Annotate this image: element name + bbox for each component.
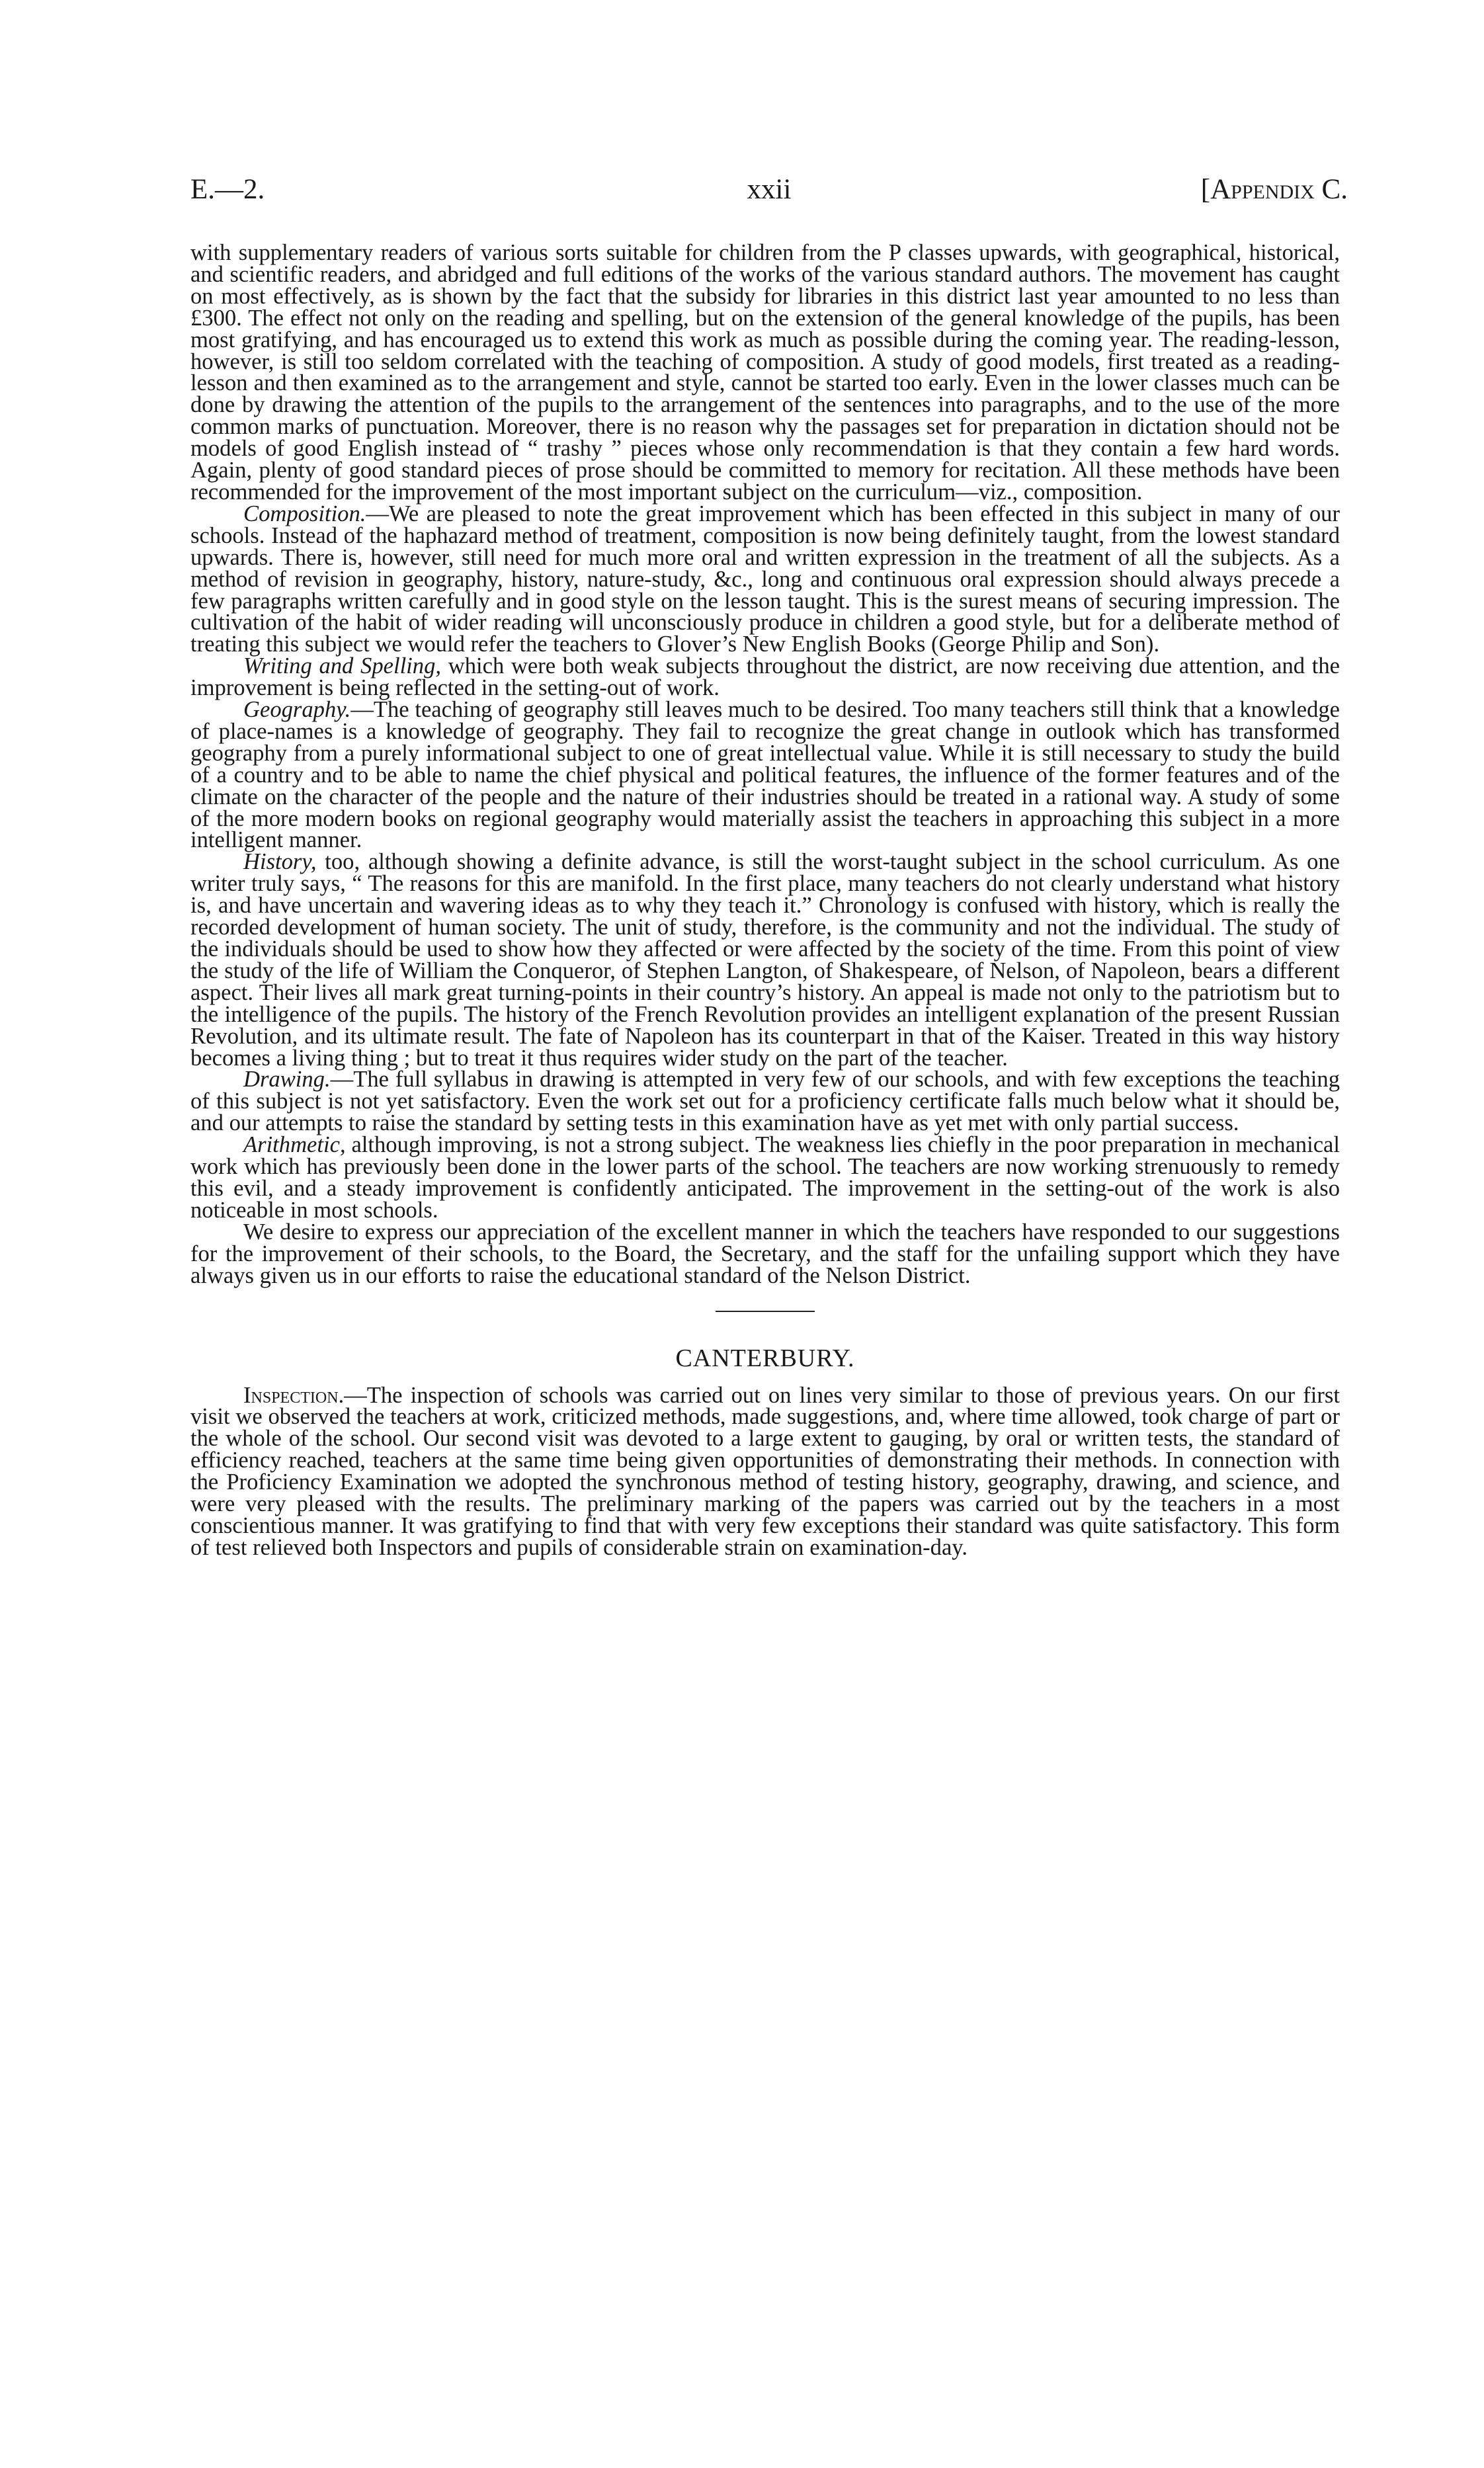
paragraph-inspection	[190, 1382, 1340, 1560]
paragraph-text: which were both weak subjects throughout the district, are now receiving due attention, and the improvement is being reflected in the setting-out of work.	[190, 653, 1340, 701]
paragraph-arithmetic	[190, 1134, 1340, 1221]
section-divider	[716, 1311, 815, 1312]
paragraph-text: although improving, is not a strong subject. The weakness lies chiefly in the poor preparation in mechanical work which has previously been done in the lower parts of the school. The teachers are now working strenuously to remedy this evil, and a steady improvement is confidently anticipated. The improvement in the setting-out of the work is also noticeable in most schools.	[190, 1132, 1340, 1223]
paragraph-writing-spelling	[190, 655, 1340, 699]
appendix-text: Appendix C.	[1210, 174, 1348, 205]
paragraph-heading: Geography.	[243, 697, 351, 723]
paragraph-drawing	[190, 1069, 1340, 1134]
paragraph-heading: Composition.	[243, 501, 366, 526]
paragraph-heading: Writing and Spelling,	[243, 653, 442, 679]
document-body	[190, 242, 1340, 1559]
paragraph-heading: Drawing.	[243, 1067, 331, 1092]
paragraph-heading: History,	[243, 849, 317, 875]
page-number: xxii	[747, 174, 792, 205]
paragraph-text: too, although showing a definite advance, is still the worst-taught subject in the school curriculum. As one writer truly says, “ The reasons for this are manifold. In the first place, many teachers do not clearly understand what history is, and have uncertain and wavering ideas as to why they teach it.” Chronology is confused with history, which is really the recorded development of human society. The unit of study, therefore, is the community and not the individual. The study of the individuals should be used to show how they affected or were affected by the society of the time. From this point of view the study of the life of William the Conqueror, of Stephen Langton, of Shakespeare, of Nelson, of Napoleon, bears a different aspect. Their lives all mark great turning-points in their country’s history. An appeal is made not only to the patriotism but to the intelligence of the pupils. The history of the French Revolution provides an intelligent explanation of the present Russian Revolution, and its ultimate result. The fate of Napoleon has its counterpart in that of the Kaiser. Treated in this way history becomes a living thing ; but to treat it thus requires wider study on the part of the teacher.	[190, 849, 1340, 1071]
paragraph-text: with supplementary readers of various sorts suitable for children from the P classes upwards, with geographical, historical, and scientific readers, and abridged and full editions of the works of the various standard authors. The movement has caught on most effectively, as is shown by the fact that the subsidy for libraries in this district last year amounted to no less than £300. The effect not only on the reading and spelling, but on the extension of the general knowledge of the pupils, has been most gratifying, and has encouraged us to extend this work as much as possible during the coming year. The reading-lesson, however, is still too seldom correlated with the teaching of composition. A study of good models, first treated as a reading-lesson and then examined as to the arrangement and style, cannot be started too early. Even in the lower classes much can be done by drawing the attention of the pupils to the arrangement of the sentences into paragraphs, and to the use of the more common marks of punctuation. Moreover, there is no reason why the passages set for preparation in dictation should not be models of good English instead of “ trashy ” pieces whose only recommendation is that they contain a few hard words. Again, plenty of good standard pieces of prose should be committed to memory for recitation. All these methods have been recommended for the improvement of the most important subject on the curriculum—viz., composition.	[190, 240, 1340, 505]
paragraph-text: We desire to express our appreciation of the excellent manner in which the teachers have responded to our suggestions for the improvement of their schools, to the Board, the Secretary, and the staff for the unfailing support which they have always given us in our efforts to raise the educational standard of the Nelson District.	[190, 1219, 1340, 1288]
paragraph-history	[190, 851, 1340, 1069]
appendix-label	[1201, 173, 1348, 206]
paragraph-text: —The inspection of schools was carried out on lines very similar to those of previous years. On our first visit we observed the teachers at work, criticized methods, made suggestions, and, where time allowed, took charge of part or the whole of the school. Our second visit was devoted to a large extent to gauging, by oral or written tests, the standard of efficiency reached, teachers at the same time being given opportunities of demonstrating their methods. In connection with the Proficiency Examination we adopted the synchronous method of testing history, geography, drawing, and science, and were very pleased with the results. The preliminary marking of the papers was carried out by the teachers in a most conscientious manner. It was gratifying to find that with very few exceptions their standard was quite satisfactory. This form of test relieved both Inspectors and pupils of considerable strain on examination-day.	[190, 1382, 1340, 1560]
paragraph-composition	[190, 503, 1340, 655]
section-title: CANTERBURY.	[675, 1344, 855, 1372]
paragraph-heading: Arithmetic,	[243, 1132, 346, 1158]
paragraph-geography	[190, 699, 1340, 851]
paragraph-heading: Inspection.	[243, 1382, 345, 1408]
paragraph-text: —We are pleased to note the great improvement which has been effected in this subject in many of our schools. Instead of the haphazard method of treatment, composition is now being definitely taught, from the lowest standard upwards. There is, however, still need for much more oral and written expression in the treatment of all the subjects. As a method of revision in geography, history, nature-study, &c., long and continuous oral expression should always precede a few paragraphs written carefully and in good style on the lesson taught. This is the surest means of securing impression. The cultivation of the habit of wider reading will unconsciously produce in children a good style, but for a deliberate method of treating this subject we would refer the teachers to Glover’s New English Books (George Philip and Son).	[190, 501, 1340, 657]
document-reference: E.—2.	[190, 174, 265, 205]
paragraph-text: —The full syllabus in drawing is attempted in very few of our schools, and with few exceptions the teaching of this subject is not yet satisfactory. Even the work set out for a proficiency certificate falls much below what it should be, and our attempts to raise the standard by setting tests in this examination have as yet met with only partial success.	[190, 1067, 1340, 1136]
page-header	[190, 173, 1348, 213]
paragraph-text: —The teaching of geography still leaves much to be desired. Too many teachers still think that a knowledge of place-names is a knowledge of geography. They fail to recognize the great change in outlook which has transformed geography from a purely informational subject to one of great intellectual value. While it is still necessary to study the build of a country and to be able to name the chief physical and political features, the influence of the former features and of the climate on the character of the people and the nature of their industries should be treated in a rational way. A study of some of the more modern books on regional geography would materially assist the teachers in approaching this subject in a more intelligent manner.	[190, 697, 1340, 853]
paragraph-appreciation	[190, 1221, 1340, 1287]
appendix-bracket: [	[1200, 174, 1211, 205]
paragraph-libraries	[190, 242, 1340, 503]
